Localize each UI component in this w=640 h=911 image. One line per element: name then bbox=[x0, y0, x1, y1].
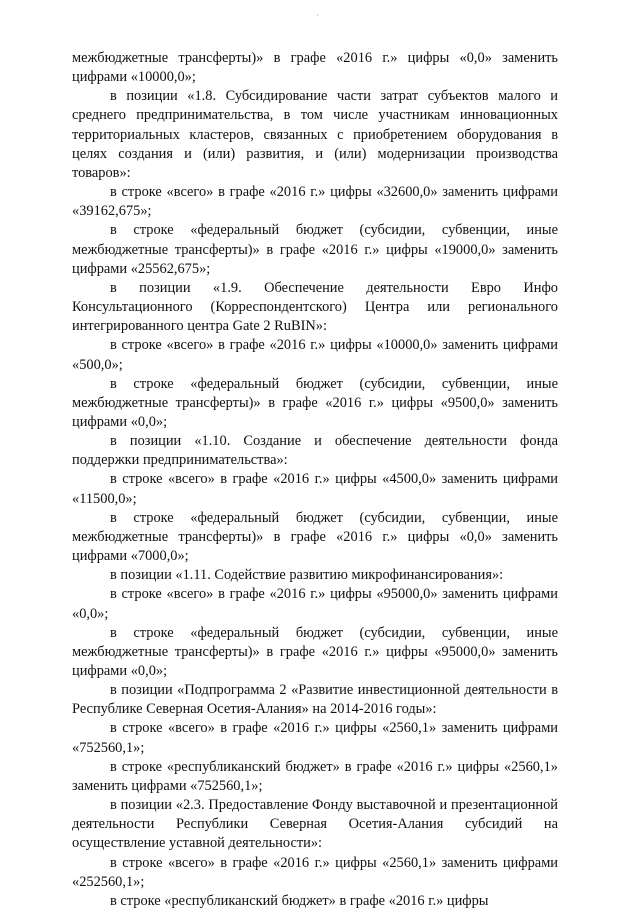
paragraph: в строке «федеральный бюджет (субсидии, субвенции, иные межбюджетные трансферты)» в графе «2016 г.» цифры «0,0» заменить цифрами «7000,0»; bbox=[72, 509, 558, 565]
paragraph: в строке «федеральный бюджет (субсидии, субвенции, иные межбюджетные трансферты)» в графе «2016 г.» цифры «9500,0» заменить цифрами «0,0»; bbox=[72, 375, 558, 430]
paragraph: в строке «всего» в графе «2016 г.» цифры «32600,0» заменить цифрами «39162,675»; bbox=[72, 184, 558, 220]
page-top-mark: ' bbox=[317, 13, 319, 22]
document-body bbox=[72, 49, 558, 911]
paragraph: в строке «республиканский бюджет» в графе «2016 г.» цифры bbox=[110, 892, 489, 909]
paragraph: в строке «всего» в графе «2016 г.» цифры «4500,0» заменить цифрами «11500,0»; bbox=[72, 471, 558, 507]
paragraph: в позиции «Подпрограмма 2 «Развитие инвестиционной деятельности в Республике Северная Осетия-Алания» на 2014-2016 годы»: bbox=[72, 682, 558, 718]
paragraph: межбюджетные трансферты)» в графе «2016 г.» цифры «0,0» заменить цифрами «10000,0»; bbox=[72, 50, 558, 86]
paragraph: в позиции «1.11. Содействие развитию микрофинансирования»: bbox=[110, 567, 504, 584]
paragraph: в строке «всего» в графе «2016 г.» цифры «95000,0» заменить цифрами «0,0»; bbox=[72, 586, 558, 622]
paragraph: в строке «федеральный бюджет (субсидии, субвенции, иные межбюджетные трансферты)» в графе «2016 г.» цифры «19000,0» заменить цифрами «25562,675»; bbox=[72, 222, 558, 277]
paragraph: в строке «всего» в графе «2016 г.» цифры «10000,0» заменить цифрами «500,0»; bbox=[72, 337, 558, 373]
paragraph: в строке «всего» в графе «2016 г.» цифры «2560,1» заменить цифрами «252560,1»; bbox=[72, 854, 558, 890]
paragraph: в позиции «1.10. Создание и обеспечение деятельности фонда поддержки предпринимательства»: bbox=[72, 433, 558, 469]
paragraph: в строке «республиканский бюджет» в графе «2016 г.» цифры «2560,1» заменить цифрами «752560,1»; bbox=[72, 758, 558, 794]
paragraph: в позиции «1.8. Субсидирование части затрат субъектов малого и среднего предпринимательства, в том числе участникам инновационных территориальных кластеров, связанных с приобретением оборудования в целях создания и (или) развития, и (или) модернизации производства товаров»: bbox=[72, 88, 558, 181]
paragraph: в позиции «1.9. Обеспечение деятельности Евро Инфо Консультационного (Корреспондентского) Центра или регионального интегрированного центра Gate 2 RuBIN»: bbox=[72, 279, 558, 335]
paragraph: в строке «федеральный бюджет (субсидии, субвенции, иные межбюджетные трансферты)» в графе «2016 г.» цифры «95000,0» заменить цифрами «0,0»; bbox=[72, 624, 558, 679]
paragraph: в строке «всего» в графе «2016 г.» цифры «2560,1» заменить цифрами «752560,1»; bbox=[72, 720, 558, 756]
paragraph: в позиции «2.3. Предоставление Фонду выставочной и презентационной деятельности Республики Северная Осетия-Алания субсидий на осуществление уставной деятельности»: bbox=[72, 797, 558, 852]
